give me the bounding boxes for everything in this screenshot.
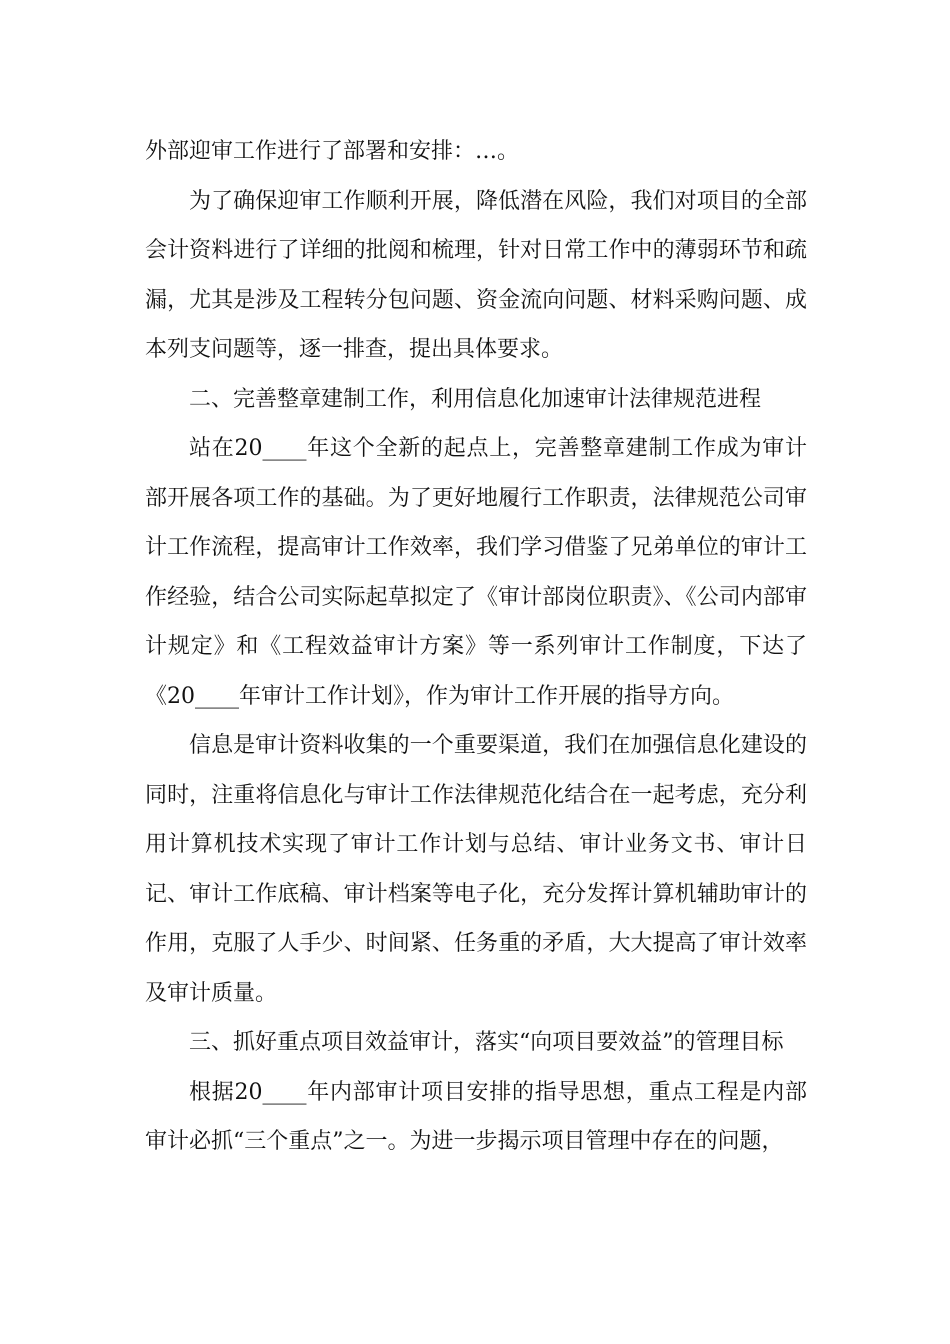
paragraph-key-projects: 根据20____年内部审计项目安排的指导思想，重点工程是内部审计必抓“三个重点”之一。为进一步揭示项目管理中存在的问题，	[145, 1079, 807, 1154]
section-heading-2: 二、完善整章建制工作，利用信息化加速审计法律规范进程	[189, 386, 762, 412]
section-heading-3: 三、抓好重点项目效益审计，落实“向项目要效益”的管理目标	[189, 1030, 784, 1055]
paragraph-regulations: 站在20____年这个全新的起点上，完善整章建制工作成为审计部开展各项工作的基础。为了更好地履行工作职责，法律规范公司审计工作流程，提高审计工作效率，我们学习借鉴了兄弟单位的审计工作经验，结合公司实际起草拟定了《审计部岗位职责》、《公司内部审计规定》和《工程效益审计方案》等一系列审计工作制度，下达了《20____年审计工作计划》，作为审计工作开展的指导方向。	[145, 436, 807, 709]
paragraph-continuation: 外部迎审工作进行了部署和安排：…。	[145, 139, 520, 164]
paragraph-informatization: 信息是审计资料收集的一个重要渠道，我们在加强信息化建设的同时，注重将信息化与审计工作法律规范化结合在一起考虑，充分利用计算机技术实现了审计工作计划与总结、审计业务文书、审计日记、审计工作底稿、审计档案等电子化，充分发挥计算机辅助审计的作用，克服了人手少、时间紧、任务重的矛盾，大大提高了审计效率及审计质量。	[145, 733, 807, 1006]
paragraph-audit-preparation: 为了确保迎审工作顺利开展，降低潜在风险，我们对项目的全部会计资料进行了详细的批阅和梳理，针对日常工作中的薄弱环节和疏漏，尤其是涉及工程转分包问题、资金流向问题、材料采购问题、成本列支问题等，逐一排查，提出具体要求。	[145, 188, 807, 362]
document-body	[145, 127, 807, 1167]
